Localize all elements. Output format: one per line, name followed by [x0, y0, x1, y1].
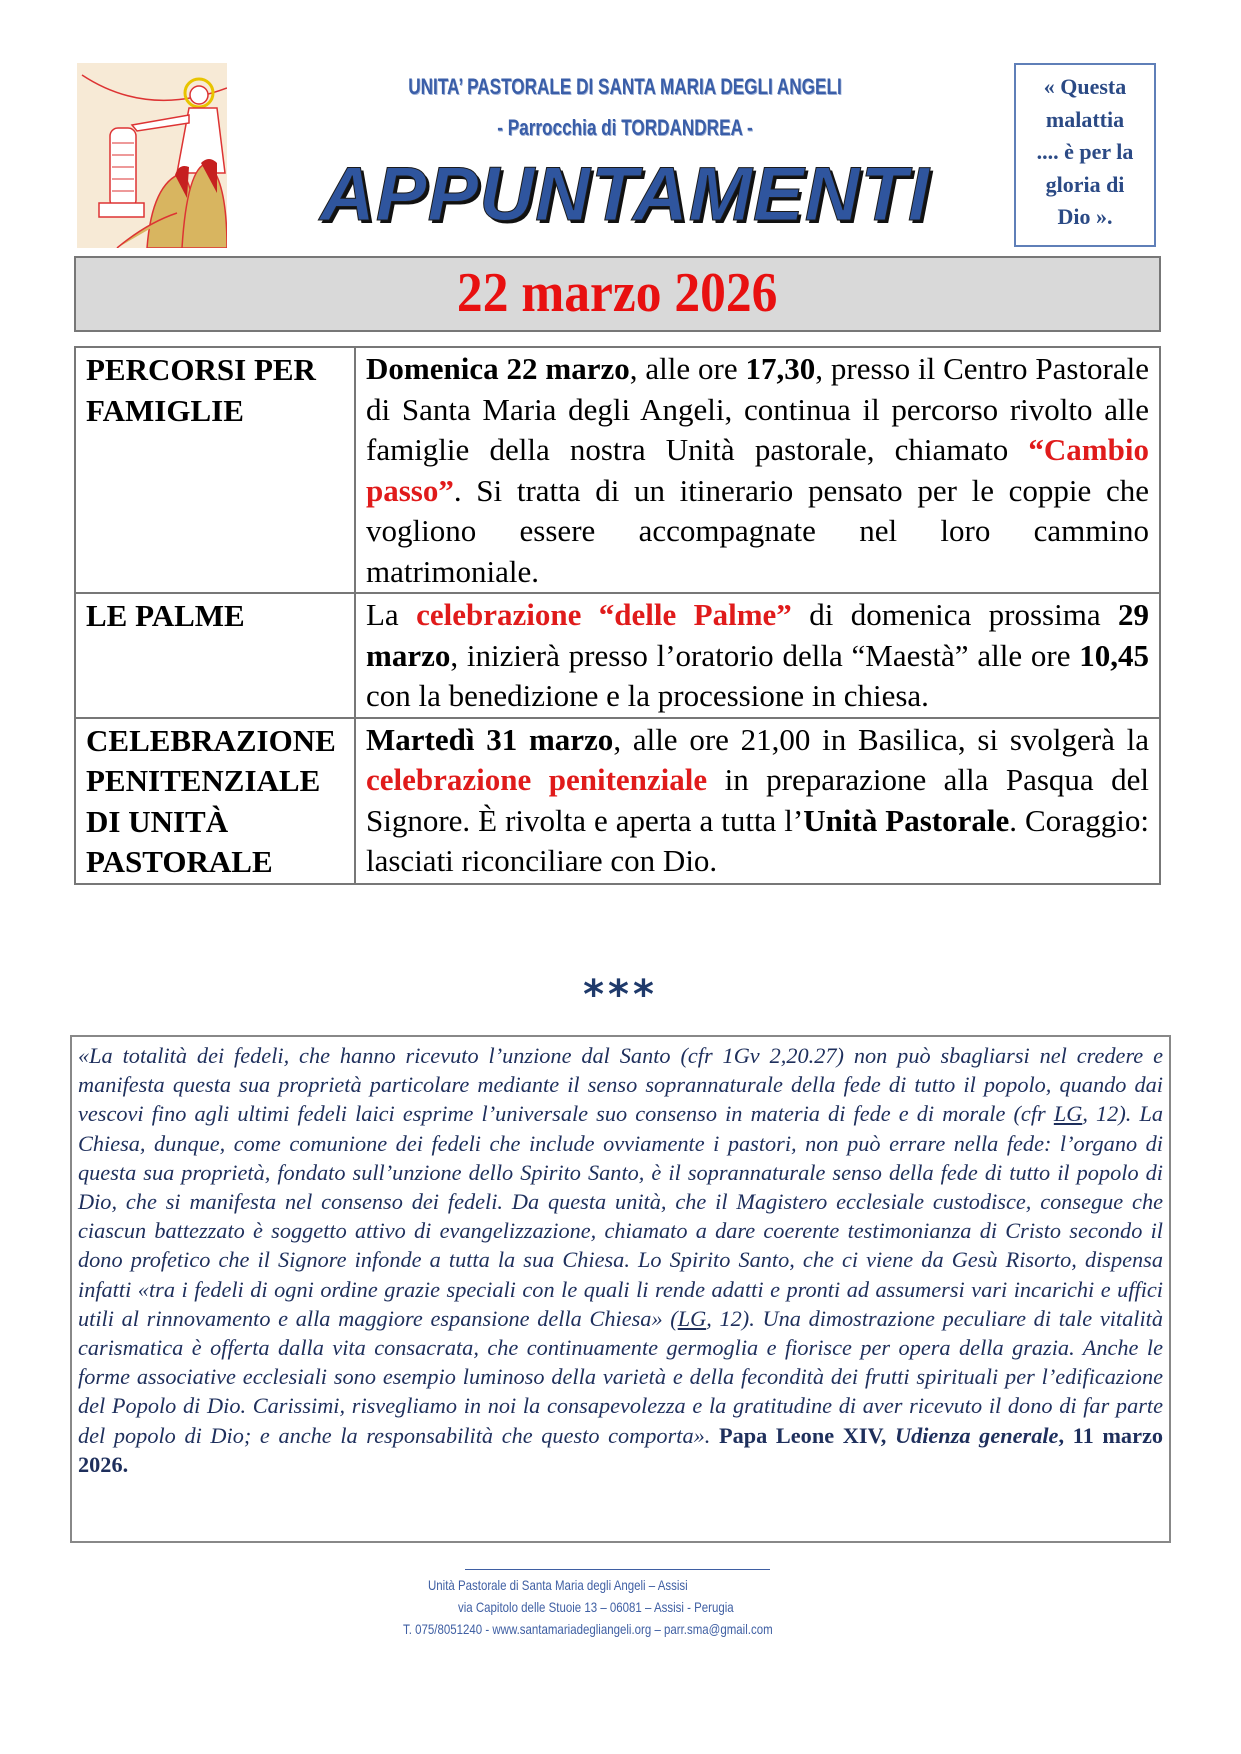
event-text: di domenica prossima [791, 597, 1118, 632]
separator-asterisks: *** [583, 972, 658, 1018]
date-heading: 22 marzo 2026 [457, 262, 778, 324]
footer-organization: Unità Pastorale di Santa Maria degli Angeli – Assisi [428, 1577, 688, 1593]
bold-text: 10,45 [1079, 637, 1149, 673]
bold-text: 29 marzo [366, 597, 1149, 673]
event-text: , inizierà presso l’oratorio della “Maestà” alle ore [450, 637, 1080, 673]
footer-contacts: T. 075/8051240 - www.santamariadegliangeli.org – parr.sma@gmail.com [403, 1621, 773, 1637]
event-text: . Coraggio: lasciati riconciliare con Dio. [366, 802, 1149, 878]
quote-reference-link: LG [677, 1305, 707, 1331]
bold-text: 17,30 [745, 351, 816, 386]
gospel-quote-box [1014, 63, 1156, 247]
gospel-quote-line: .... è per la [1036, 139, 1134, 164]
event-row [75, 718, 1160, 884]
event-row [75, 593, 1160, 718]
highlighted-text: celebrazione penitenziale [366, 762, 708, 797]
events-table [74, 346, 1161, 885]
event-text: La [366, 597, 417, 632]
event-label: PERCORSI PER FAMIGLIE [75, 347, 355, 593]
event-text: in preparazione alla Pasqua del Signore. È rivolta e aperta a tutta l’ [366, 762, 1150, 838]
event-label: LE PALME [75, 593, 355, 718]
highlighted-text: “Cambio passo” [366, 432, 1149, 508]
bold-text: Domenica 22 marzo [366, 351, 630, 386]
event-text: . Si tratta di un itinerario pensato per le coppie che vogliono essere accompagnate nel loro cammino matrimoniale. [366, 472, 1149, 589]
highlighted-text: celebrazione “delle Palme” [416, 597, 792, 632]
event-description [355, 718, 1160, 884]
bold-text: Martedì 31 marzo [366, 721, 614, 757]
logo-illustration [77, 63, 227, 248]
quote-source: Udienza generale [894, 1422, 1059, 1448]
footer-address: via Capitolo delle Stuoie 13 – 06081 – Assisi - Perugia [458, 1599, 734, 1615]
gospel-quote-line: « Questa [1043, 74, 1127, 99]
date-banner [74, 256, 1161, 332]
gospel-quote-line: Dio ». [1057, 204, 1113, 229]
gospel-quote-line: gloria di [1045, 171, 1125, 197]
event-text: , alle ore 21,00 in Basilica, si svolgerà la [613, 721, 1149, 757]
resurrection-of-lazarus-icon [77, 63, 227, 248]
quote-text: , 12). La Chiesa, dunque, come comunione dei fedeli che include ovviamente i pastori, non può errare nella fede: l’organo di questa sua proprietà, fondato sull’unzione dello Spirito Santo, è il soprannaturale senso della fede di tutto il popolo di Dio, che si manifesta nel consenso dei fedeli. Da questa unità, che il Magistero ecclesiale custodisce, consegue che ciascun battezzato è soggetto attivo di evangelizzazione, chiamato a dare coerente testimonianza di Cristo secondo il dono profetico che il Signore infonde a tutta la sua Chiesa. Lo Spirito Santo, che ci viene da Gesù Risorto, dispensa infatti «tra i fedeli di ogni ordine grazie speciali con le quali li rende adatti e pronti ad assumersi vari incarichi e uffici utili al rinnovamento e alla maggiore espansione della Chiesa» ( [78, 1101, 1163, 1331]
page-title: APPUNTAMENTI [319, 152, 931, 237]
event-text: con la benedizione e la processione in chiesa. [366, 678, 929, 713]
bold-text: Unità Pastorale [803, 802, 1010, 838]
footer-divider [465, 1569, 770, 1570]
event-text: , alle ore [629, 351, 746, 386]
quote-date: , 11 marzo 2026. [78, 1422, 1164, 1477]
parish-name: - Parrocchia di TORDANDREA - [497, 115, 753, 140]
event-text: , presso il Centro Pastorale di Santa Maria degli Angeli, continua il percorso rivolto alle famiglie della nostra Unità pastorale, chiamato [366, 351, 1149, 467]
quote-text: «La totalità dei fedeli, che hanno ricevuto l’unzione dal Santo (cfr 1Gv 2,20.27) non può sbagliarsi nel credere e manifesta questa sua proprietà particolare mediante il senso soprannaturale della fede di tutto il popolo, quando dai vescovi fino agli ultimi fedeli laici esprime l’universale suo consenso in materia di fede e di morale (cfr [78, 1043, 1163, 1127]
papal-quote-box [70, 1035, 1171, 1543]
event-description [355, 347, 1160, 593]
organization-name: UNITA’ PASTORALE DI SANTA MARIA DEGLI ANGELI [408, 74, 842, 99]
event-description [355, 593, 1160, 718]
quote-text: , 12). Una dimostrazione peculiare di tale vitalità carismatica è offerta dalla vita consacrata, che continuamente germoglia e fiorisce per opera della grazia. Anche le forme associative ecclesiali sono esempio luminoso della varietà e della fecondità dei frutti spirituali per l’edificazione del Popolo di Dio. Carissimi, risvegliamo in noi la consapevolezza e la gratitudine di aver ricevuto il dono di far parte del popolo di Dio; e anche la responsabilità che questo comporta». [78, 1305, 1163, 1448]
quote-author: Papa Leone XIV, [718, 1422, 895, 1448]
event-row [75, 347, 1160, 593]
event-label: CELEBRAZIONE PENITENZIALE DI UNITÀ PASTORALE [75, 718, 355, 884]
quote-reference-link: LG [1053, 1101, 1083, 1127]
gospel-quote-line: malattia [1045, 106, 1125, 132]
